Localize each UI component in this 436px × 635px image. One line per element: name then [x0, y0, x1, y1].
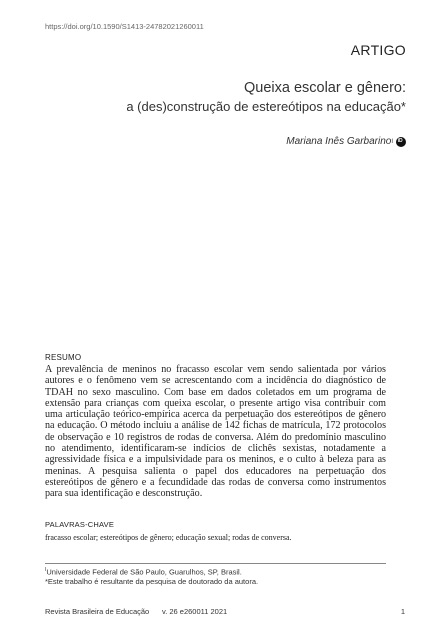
article-title	[126, 79, 406, 116]
author-line	[286, 136, 406, 147]
footnote-mark: I	[45, 567, 47, 573]
author-name: Mariana Inês Garbarino	[286, 136, 392, 147]
title-line-2: a (des)construção de estereótipos na educação*	[126, 99, 406, 114]
journal-name: Revista Brasileira de Educação	[45, 607, 150, 616]
section-label: ARTIGO	[350, 42, 406, 58]
footnote-divider	[45, 563, 386, 564]
author-affiliation-mark: I	[391, 138, 393, 145]
footnote-affiliation-text: Universidade Federal de São Paulo, Guarulhos, SP, Brasil.	[46, 567, 242, 577]
abstract-text: A prevalência de meninos no fracasso escolar vem sendo salientada por vários autores e o fenômeno vem se acrescentando com a incidência do diagnóstico de TDAH no sexo masculino. Com base em dados coletados em um programa de extensão para crianças com queixa escolar, o presente artigo visa contribuir com uma articulação teórico-empírica acerca da perpetuação dos estereótipos de gênero na educação. O método incluiu a análise de 142 fichas de matrícula, 172 protocolos de observação e 10 registros de rodas de conversa. Além do predomínio masculino no atendimento, identificaram-se indícios de clichês sexistas, notadamente a agressividade física e a impulsividade para os meninos, e o culto à beleza para as meninas. A pesquisa salienta o papel dos educadores na perpetuação dos estereótipos de gênero e a fecundidade das rodas de conversa como instrumentos para sua identificação e desconstrução.	[45, 364, 386, 500]
volume-info: v. 26 e260011 2021	[162, 607, 228, 616]
doi-link[interactable]: https://doi.org/10.1590/S1413-24782021260011	[45, 22, 204, 31]
page-number: 1	[400, 607, 405, 616]
title-line-1: Queixa escolar e gênero:	[243, 80, 406, 96]
footnote-research-note: *Este trabalho é resultante da pesquisa de doutorado da autora.	[45, 577, 259, 586]
keywords-text: fracasso escolar; estereótipos de gênero; educação sexual; rodas de conversa.	[45, 533, 292, 542]
footnote-affiliation	[45, 567, 242, 577]
orcid-icon[interactable]	[396, 137, 406, 147]
keywords-heading: PALAVRAS-CHAVE	[45, 520, 115, 529]
abstract-heading: RESUMO	[45, 353, 82, 362]
